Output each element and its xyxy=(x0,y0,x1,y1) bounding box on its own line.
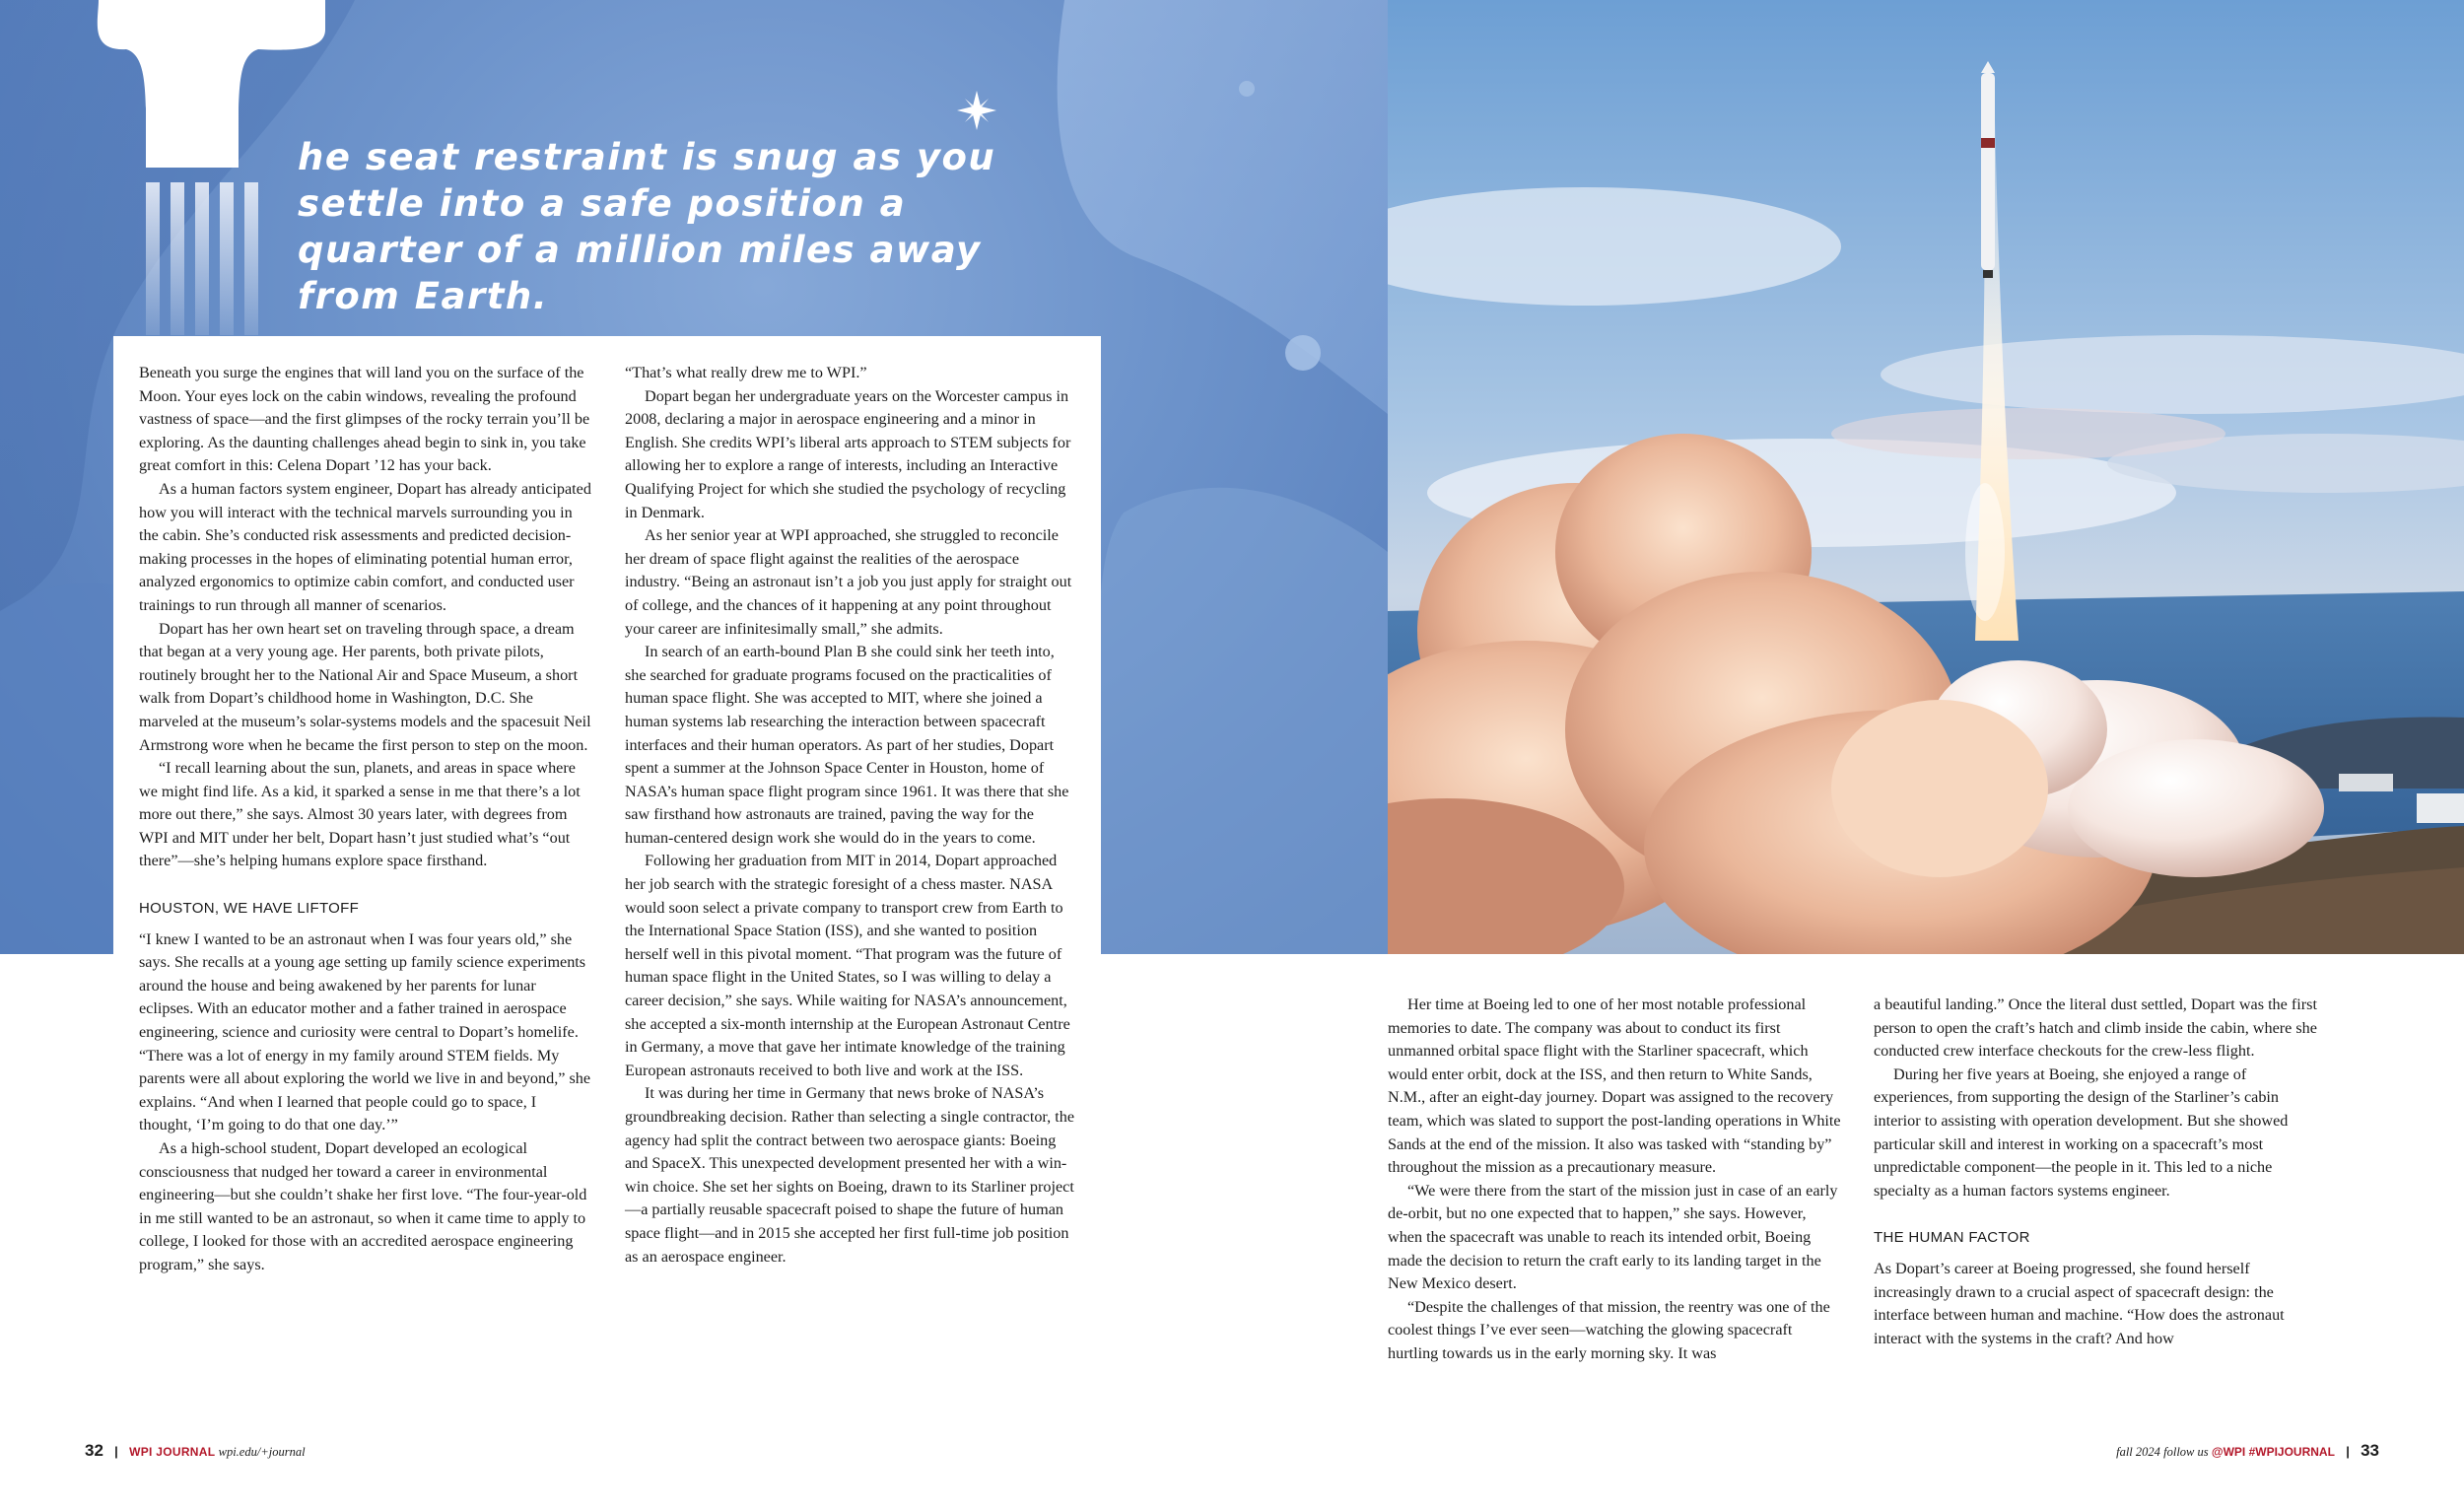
paragraph: “I knew I wanted to be an astronaut when I was four years old,” she says. She recalls at a young age setting up family science experiments around the house and being awakened by her parents for lunar eclipses. With an educator mother and a father trained in aerospace engineering, science and curiosity were central to Dopart’s homelife. “There was a lot of energy in my family around STEM fields. My parents were all about exploring the world we live in and beyond,” she explains. “And when I learned that people could go to space, I thought, ‘I’m going to do that one day.’” xyxy=(139,929,591,1134)
paragraph: Dopart has her own heart set on traveling through space, a dream that began at a very young age. Her parents, both private pilots, routinely brought her to the National Air and Space Museum, a short walk from Dopart’s childhood home in Washington, D.C. She marveled at the museum’s solar-systems models and the spacesuit Neil Armstrong wore when he became the first person to step on the moon. xyxy=(139,619,591,754)
paragraph: “We were there from the start of the mission just in case of an early de-orbit, but no one expected that to happen,” she says. However, when the spacecraft was unable to reach its intended orbit, Boeing made the decision to return the craft early to its landing target in the New Mexico desert. xyxy=(1388,1181,1838,1293)
sparkle-icon xyxy=(957,91,996,130)
left-page-footer xyxy=(85,1441,306,1461)
article-column-4 xyxy=(1874,994,2327,1350)
paragraph: It was during her time in Germany that news broke of NASA’s groundbreaking decision. Rather than selecting a single contractor, the agency had split the contract between two aerospace giants: Boeing and SpaceX. This unexpected development presented her with a win-win choice. She set her sights on Boeing, drawn to its Starliner project—a partially reusable spacecraft poised to shape the future of human space flight—and in 2015 she accepted her first full-time job position as an aerospace engineer. xyxy=(625,1084,1075,1266)
paragraph: As her senior year at WPI approached, she struggled to reconcile her dream of space flight against the realities of the aerospace industry. “Being an astronaut isn’t a job you just apply for straight out of college, and the chances of it happening at any point throughout your career are infinitesimally small,” she admits. xyxy=(625,526,1072,638)
issue-season: fall 2024 xyxy=(2116,1445,2160,1459)
headline: he seat restraint is snug as you settle into a safe position a quarter of a million miles away from Earth. xyxy=(298,136,996,317)
magazine-brand: WPI JOURNAL xyxy=(129,1445,216,1459)
paragraph: “Despite the challenges of that mission, the reentry was one of the coolest things I’ve ever seen—watching the glowing spacecraft hurtling towards us in the early morning sky. It was xyxy=(1388,1297,1830,1362)
follow-label: follow us xyxy=(2163,1445,2209,1459)
right-page-footer xyxy=(2116,1441,2379,1461)
article-column-2 xyxy=(625,362,1078,1269)
paragraph: Following her graduation from MIT in 2014, Dopart approached her job search with the strategic foresight of a chess master. NASA would soon select a private company to transport crew from Earth to the International Space Station (ISS), and she wanted to position herself well in this pivotal moment. “That program was the future of human space flight in the United States, so I was willing to delay a career decision,” she says. While waiting for NASA’s announcement, she accepted a six-month internship at the European Astronaut Centre in Germany, a move that gave her intimate knowledge of the training European astronauts received to both live and work at the ISS. xyxy=(625,852,1070,1079)
page-number: 32 xyxy=(85,1441,103,1460)
paragraph: Her time at Boeing led to one of her most notable professional memories to date. The company was about to conduct its first unmanned orbital space flight with the Starliner spacecraft, which would enter orbit, dock at the ISS, and then return to White Sands, N.M., after an eight-day journey. Dopart was assigned to the recovery team, which was slated to support the post-landing operations in White Sands at the end of the mission. It also was tasked with “standing by” throughout the mission as a precautionary measure. xyxy=(1388,995,1841,1177)
footer-separator: | xyxy=(2346,1444,2350,1459)
rocket-launch-photo xyxy=(1388,0,2464,954)
article-column-3 xyxy=(1388,994,1841,1366)
paragraph: a beautiful landing.” Once the literal dust settled, Dopart was the first person to open the craft’s hatch and climb inside the cabin, where she conducted crew interface checkouts for the crew-less flight. xyxy=(1874,995,2317,1061)
social-handle[interactable]: @WPI #WPIJOURNAL xyxy=(2211,1445,2335,1459)
paragraph: Dopart began her undergraduate years on the Worcester campus in 2008, declaring a major in aerospace engineering and a minor in English. She credits WPI’s liberal arts approach to STEM subjects for allowing her to explore a range of interests, including an Interactive Qualifying Project for which she studied the psychology of recycling in Denmark. xyxy=(625,386,1071,521)
paragraph: As a human factors system engineer, Dopart has already anticipated how you will interact with the technical marvels surrounding you in the cabin. She’s conducted risk assessments and predicted decision-making processes in the hopes of eliminating potential human error, analyzed ergonomics to optimize cabin comfort, and conducted user trainings to run through all manner of scenarios. xyxy=(139,479,591,614)
footer-separator: | xyxy=(114,1444,118,1459)
paragraph: In search of an earth-bound Plan B she could sink her teeth into, she searched for graduate programs focused on the practicalities of human space flight. She was accepted to MIT, where she joined a human systems lab researching the interaction between spacecraft interfaces and their human operators. As part of her studies, Dopart spent a summer at the Johnson Space Center in Houston, home of NASA’s human space flight program since 1961. It was there that she saw firsthand how astronauts are trained, paving the way for the human-centered design work she would do in the years to come. xyxy=(625,643,1069,847)
paragraph: “That’s what really drew me to WPI.” xyxy=(625,364,867,381)
section-heading: THE HUMAN FACTOR xyxy=(1874,1229,2030,1247)
drop-cap-t xyxy=(0,0,335,340)
section-heading: HOUSTON, WE HAVE LIFTOFF xyxy=(139,900,360,918)
magazine-url[interactable]: wpi.edu/+journal xyxy=(218,1445,306,1459)
paragraph: As Dopart’s career at Boeing progressed, she found herself increasingly drawn to a crucial aspect of spacecraft design: the interface between human and machine. “How does the astronaut interact with the systems in the craft? And how xyxy=(1874,1259,2285,1347)
page-number: 33 xyxy=(2361,1441,2379,1460)
paragraph: As a high-school student, Dopart developed an ecological consciousness that nudged her toward a career in environmental engineering—but she couldn’t shake her first love. “The four-year-old in me still wanted to be an astronaut, so when it came time to apply to college, I looked for those with an accredited aerospace engineering program,” she says. xyxy=(139,1139,587,1273)
paragraph: During her five years at Boeing, she enjoyed a range of experiences, from supporting the design of the Starliner’s cabin interior to assisting with operation development. But she showed particular skill and interest in working on a spacecraft’s most unpredictable component—the people in it. This led to a niche specialty as a human factors systems engineer. xyxy=(1874,1064,2289,1200)
paragraph: “I recall learning about the sun, planets, and areas in space where we might find life. As a kid, it sparked a sense in me that there’s a lot more out there,” she says. Almost 30 years later, with degrees from WPI and MIT under her belt, Dopart hasn’t just studied what’s “out there”—she’s helping humans explore space firsthand. xyxy=(139,759,581,870)
rocket-launch-image xyxy=(1388,0,2464,954)
paragraph: Beneath you surge the engines that will land you on the surface of the Moon. Your eyes lock on the cabin windows, revealing the profound vastness of space—and the first glimpses of the rocky terrain you’ll be exploring. As the daunting challenges ahead begin to sink in, you take great comfort in this: Celena Dopart ’12 has your back. xyxy=(139,364,590,475)
article-column-1 xyxy=(139,362,592,1277)
